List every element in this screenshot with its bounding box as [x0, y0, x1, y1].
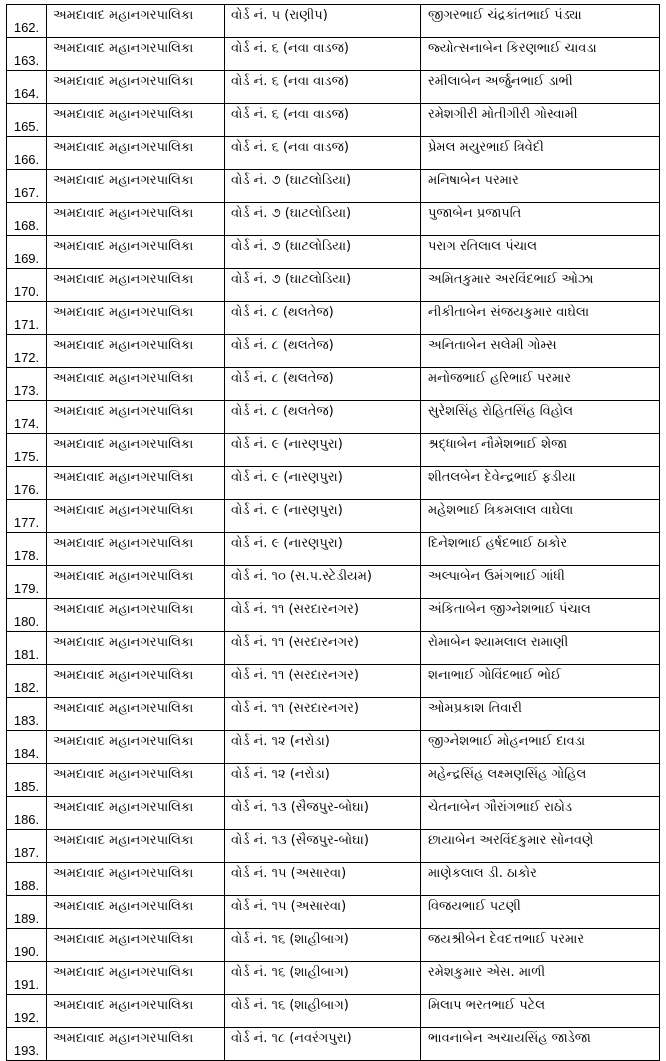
organization-cell: અમદાવાદ મહાનગરપાલિકા: [47, 203, 225, 236]
ward-cell: વોર્ડ નં. ૧૧ (સરદારનગર): [225, 665, 421, 698]
organization-cell: અમદાવાદ મહાનગરપાલિકા: [47, 863, 225, 896]
serial-number-cell: 169.: [7, 236, 47, 269]
organization-cell: અમદાવાદ મહાનગરપાલિકા: [47, 764, 225, 797]
serial-number-cell: 192.: [7, 995, 47, 1028]
organization-cell: અમદાવાદ મહાનગરપાલિકા: [47, 665, 225, 698]
organization-cell: અમદાવાદ મહાનગરપાલિકા: [47, 368, 225, 401]
organization-cell: અમદાવાદ મહાનગરપાલિકા: [47, 71, 225, 104]
ward-cell: વોર્ડ નં. ૧૬ (શાહીબાગ): [225, 929, 421, 962]
organization-cell: અમદાવાદ મહાનગરપાલિકા: [47, 929, 225, 962]
table-row: [7, 830, 660, 863]
ward-cell: વોર્ડ નં. ૧૧ (સરદારનગર): [225, 599, 421, 632]
person-name-cell: પરાગ રતિલાલ પંચાલ: [421, 236, 660, 269]
serial-number-cell: 187.: [7, 830, 47, 863]
table-row: [7, 533, 660, 566]
ward-cell: વોર્ડ નં. ૧૨ (નરોડા): [225, 764, 421, 797]
serial-number-cell: 189.: [7, 896, 47, 929]
serial-number-cell: 173.: [7, 368, 47, 401]
organization-cell: અમદાવાદ મહાનગરપાલિકા: [47, 104, 225, 137]
person-name-cell: મનિષાબેન પરમાર: [421, 170, 660, 203]
table-row: [7, 896, 660, 929]
organization-cell: અમદાવાદ મહાનગરપાલિકા: [47, 5, 225, 38]
person-name-cell: પ્રેમલ મયુરભાઈ ત્રિવેદી: [421, 137, 660, 170]
serial-number-cell: 164.: [7, 71, 47, 104]
organization-cell: અમદાવાદ મહાનગરપાલિકા: [47, 137, 225, 170]
person-name-cell: નીકીતાબેન સંજયકુમાર વાઘેલા: [421, 302, 660, 335]
ward-cell: વોર્ડ નં. ૮ (થલતેજ): [225, 335, 421, 368]
ward-cell: વોર્ડ નં. ૫ (રાણીપ): [225, 5, 421, 38]
ward-cell: વોર્ડ નં. ૧૩ (સૈજપુર-બોઘા): [225, 797, 421, 830]
table-row: [7, 698, 660, 731]
table-row: [7, 929, 660, 962]
person-name-cell: મનોજભાઈ હરિભાઈ પરમાર: [421, 368, 660, 401]
organization-cell: અમદાવાદ મહાનગરપાલિકા: [47, 599, 225, 632]
ward-cell: વોર્ડ નં. ૧૧ (સરદારનગર): [225, 632, 421, 665]
person-name-cell: શનાભાઈ ગોવિંદભાઈ ભોઈ: [421, 665, 660, 698]
table-row: [7, 269, 660, 302]
serial-number-cell: 193.: [7, 1028, 47, 1061]
table-row: [7, 467, 660, 500]
ward-cell: વોર્ડ નં. ૧૮ (નવરંગપુરા): [225, 1028, 421, 1061]
person-name-cell: જીગ્નેશભાઈ મોહનભાઈ દાવડા: [421, 731, 660, 764]
serial-number-cell: 166.: [7, 137, 47, 170]
person-name-cell: દિનેશભાઈ હર્ષદભાઈ ઠાકોર: [421, 533, 660, 566]
serial-number-cell: 176.: [7, 467, 47, 500]
organization-cell: અમદાવાદ મહાનગરપાલિકા: [47, 830, 225, 863]
serial-number-cell: 179.: [7, 566, 47, 599]
serial-number-cell: 182.: [7, 665, 47, 698]
person-name-cell: છાયાબેન અરવિંદકુમાર સોનવણે: [421, 830, 660, 863]
person-name-cell: રોમાબેન શ્યામલાલ રામાણી: [421, 632, 660, 665]
organization-cell: અમદાવાદ મહાનગરપાલિકા: [47, 797, 225, 830]
serial-number-cell: 170.: [7, 269, 47, 302]
table-row: [7, 203, 660, 236]
person-name-cell: અમિતકુમાર અરવિંદભાઈ ઓઝા: [421, 269, 660, 302]
table-row: [7, 71, 660, 104]
person-name-cell: પુજાબેન પ્રજાપતિ: [421, 203, 660, 236]
table-row: [7, 764, 660, 797]
ward-cell: વોર્ડ નં. ૧૨ (નરોડા): [225, 731, 421, 764]
serial-number-cell: 171.: [7, 302, 47, 335]
serial-number-cell: 162.: [7, 5, 47, 38]
serial-number-cell: 172.: [7, 335, 47, 368]
ward-cell: વોર્ડ નં. ૭ (ઘાટલોડિયા): [225, 269, 421, 302]
ward-cell: વોર્ડ નં. ૮ (થલતેજ): [225, 368, 421, 401]
serial-number-cell: 177.: [7, 500, 47, 533]
serial-number-cell: 180.: [7, 599, 47, 632]
organization-cell: અમદાવાદ મહાનગરપાલિકા: [47, 434, 225, 467]
ward-cell: વોર્ડ નં. ૬ (નવા વાડજ): [225, 38, 421, 71]
members-table: [6, 4, 660, 1061]
table-row: [7, 104, 660, 137]
ward-cell: વોર્ડ નં. ૧૦ (સ.પ.સ્ટેડીયમ): [225, 566, 421, 599]
person-name-cell: જયશ્રીબેન દેવદત્તભાઈ પરમાર: [421, 929, 660, 962]
ward-cell: વોર્ડ નં. ૬ (નવા વાડજ): [225, 137, 421, 170]
ward-cell: વોર્ડ નં. ૧૫ (અસારવા): [225, 863, 421, 896]
serial-number-cell: 167.: [7, 170, 47, 203]
table-row: [7, 434, 660, 467]
table-row: [7, 863, 660, 896]
person-name-cell: રમીલાબેન અર્જુનભાઈ ડાભી: [421, 71, 660, 104]
serial-number-cell: 183.: [7, 698, 47, 731]
person-name-cell: અંકિતાબેન જીગ્નેશભાઈ પંચાલ: [421, 599, 660, 632]
table-row: [7, 368, 660, 401]
person-name-cell: મહેન્દ્રસિંહ લક્ષ્મણસિંહ ગોહિલ: [421, 764, 660, 797]
person-name-cell: અલ્પાબેન ઉમંગભાઈ ગાંધી: [421, 566, 660, 599]
table-row: [7, 665, 660, 698]
serial-number-cell: 188.: [7, 863, 47, 896]
organization-cell: અમદાવાદ મહાનગરપાલિકા: [47, 533, 225, 566]
organization-cell: અમદાવાદ મહાનગરપાલિકા: [47, 1028, 225, 1061]
ward-cell: વોર્ડ નં. ૭ (ઘાટલોડિયા): [225, 170, 421, 203]
person-name-cell: સુરેશસિંહ રોહિતસિંહ વિહોલ: [421, 401, 660, 434]
serial-number-cell: 178.: [7, 533, 47, 566]
organization-cell: અમદાવાદ મહાનગરપાલિકા: [47, 269, 225, 302]
serial-number-cell: 163.: [7, 38, 47, 71]
serial-number-cell: 165.: [7, 104, 47, 137]
serial-number-cell: 174.: [7, 401, 47, 434]
ward-cell: વોર્ડ નં. ૧૬ (શાહીબાગ): [225, 962, 421, 995]
person-name-cell: ઓમપ્રકાશ તિવારી: [421, 698, 660, 731]
ward-cell: વોર્ડ નં. ૧૧ (સરદારનગર): [225, 698, 421, 731]
table-row: [7, 302, 660, 335]
organization-cell: અમદાવાદ મહાનગરપાલિકા: [47, 302, 225, 335]
person-name-cell: ચેતનાબેન ગૌરાંગભાઈ રાઠોડ: [421, 797, 660, 830]
ward-cell: વોર્ડ નં. ૧૩ (સૈજપુર-બોઘા): [225, 830, 421, 863]
ward-cell: વોર્ડ નં. ૯ (નારણપુરા): [225, 533, 421, 566]
organization-cell: અમદાવાદ મહાનગરપાલિકા: [47, 731, 225, 764]
table-row: [7, 5, 660, 38]
person-name-cell: શ્રદ્ધાબેન નૌમેશભાઈ શેજા: [421, 434, 660, 467]
table-row: [7, 632, 660, 665]
organization-cell: અમદાવાદ મહાનગરપાલિકા: [47, 566, 225, 599]
person-name-cell: વિજયભાઈ પટણી: [421, 896, 660, 929]
ward-cell: વોર્ડ નં. ૭ (ઘાટલોડિયા): [225, 203, 421, 236]
table-row: [7, 137, 660, 170]
person-name-cell: જીગરભાઈ ચંદ્રકાંતભાઈ પંડ્યા: [421, 5, 660, 38]
person-name-cell: ભાવનાબેન અચાયસિંહ જાડેજા: [421, 1028, 660, 1061]
person-name-cell: મહેશભાઈ ત્રિકમલાલ વાઘેલા: [421, 500, 660, 533]
ward-cell: વોર્ડ નં. ૯ (નારણપુરા): [225, 434, 421, 467]
organization-cell: અમદાવાદ મહાનગરપાલિકા: [47, 401, 225, 434]
table-row: [7, 401, 660, 434]
ward-cell: વોર્ડ નં. ૮ (થલતેજ): [225, 302, 421, 335]
organization-cell: અમદાવાદ મહાનગરપાલિકા: [47, 38, 225, 71]
table-row: [7, 335, 660, 368]
organization-cell: અમદાવાદ મહાનગરપાલિકા: [47, 500, 225, 533]
serial-number-cell: 181.: [7, 632, 47, 665]
organization-cell: અમદાવાદ મહાનગરપાલિકા: [47, 467, 225, 500]
ward-cell: વોર્ડ નં. ૬ (નવા વાડજ): [225, 104, 421, 137]
person-name-cell: માણેકલાલ ડી. ઠાકોર: [421, 863, 660, 896]
organization-cell: અમદાવાદ મહાનગરપાલિકા: [47, 335, 225, 368]
organization-cell: અમદાવાદ મહાનગરપાલિકા: [47, 170, 225, 203]
table-row: [7, 500, 660, 533]
serial-number-cell: 190.: [7, 929, 47, 962]
serial-number-cell: 184.: [7, 731, 47, 764]
ward-cell: વોર્ડ નં. ૬ (નવા વાડજ): [225, 71, 421, 104]
table-row: [7, 170, 660, 203]
person-name-cell: અનિતાબેન સલેમી ગોમ્સ: [421, 335, 660, 368]
organization-cell: અમદાવાદ મહાનગરપાલિકા: [47, 236, 225, 269]
organization-cell: અમદાવાદ મહાનગરપાલિકા: [47, 962, 225, 995]
serial-number-cell: 185.: [7, 764, 47, 797]
person-name-cell: રમેશકુમાર એસ. માળી: [421, 962, 660, 995]
ward-cell: વોર્ડ નં. ૯ (નારણપુરા): [225, 467, 421, 500]
table-row: [7, 731, 660, 764]
serial-number-cell: 186.: [7, 797, 47, 830]
organization-cell: અમદાવાદ મહાનગરપાલિકા: [47, 632, 225, 665]
members-table-body: [7, 5, 660, 1061]
table-row: [7, 599, 660, 632]
serial-number-cell: 191.: [7, 962, 47, 995]
table-row: [7, 38, 660, 71]
table-row: [7, 566, 660, 599]
ward-cell: વોર્ડ નં. ૧૬ (શાહીબાગ): [225, 995, 421, 1028]
person-name-cell: મિલાપ ભરતભાઈ પટેલ: [421, 995, 660, 1028]
person-name-cell: રમેશગીરી મોતીગીરી ગોસ્વામી: [421, 104, 660, 137]
table-row: [7, 797, 660, 830]
person-name-cell: શીતલબેન દેવેન્દ્રભાઈ ફડીયા: [421, 467, 660, 500]
table-row: [7, 236, 660, 269]
ward-cell: વોર્ડ નં. ૭ (ઘાટલોડિયા): [225, 236, 421, 269]
person-name-cell: જ્યોત્સનાબેન કિરણભાઈ ચાવડા: [421, 38, 660, 71]
table-row: [7, 962, 660, 995]
ward-cell: વોર્ડ નં. ૧૫ (અસારવા): [225, 896, 421, 929]
ward-cell: વોર્ડ નં. ૯ (નારણપુરા): [225, 500, 421, 533]
table-row: [7, 1028, 660, 1061]
serial-number-cell: 168.: [7, 203, 47, 236]
organization-cell: અમદાવાદ મહાનગરપાલિકા: [47, 698, 225, 731]
ward-cell: વોર્ડ નં. ૮ (થલતેજ): [225, 401, 421, 434]
table-row: [7, 995, 660, 1028]
serial-number-cell: 175.: [7, 434, 47, 467]
organization-cell: અમદાવાદ મહાનગરપાલિકા: [47, 896, 225, 929]
organization-cell: અમદાવાદ મહાનગરપાલિકા: [47, 995, 225, 1028]
